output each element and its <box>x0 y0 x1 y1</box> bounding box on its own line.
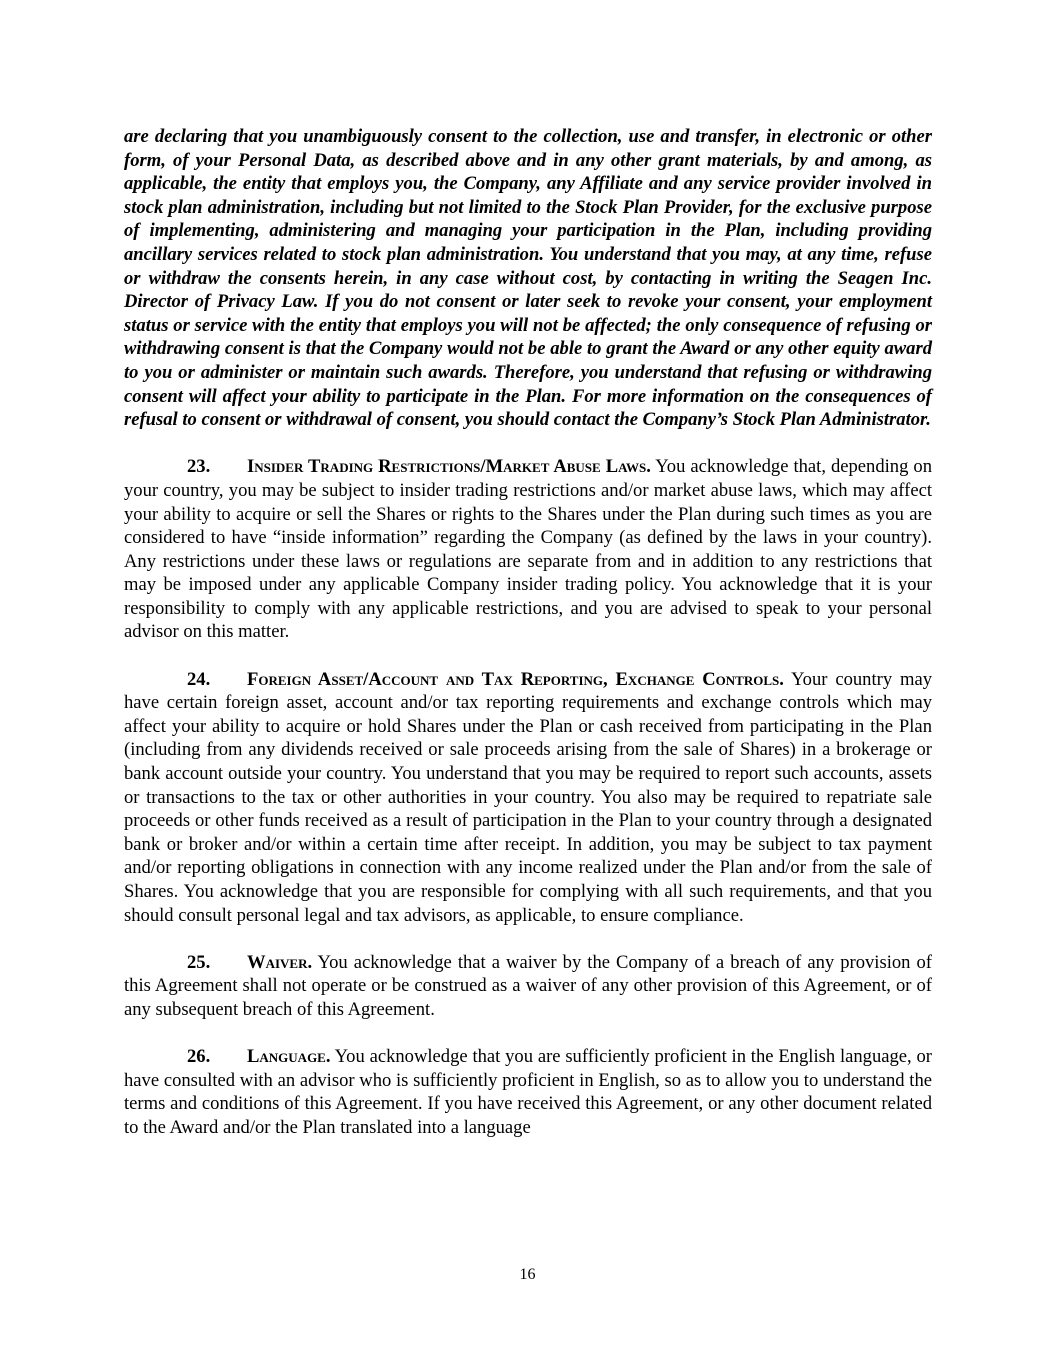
section-body: You acknowledge that a waiver by the Company of a breach of any provision of this Agreement shall not operate or be construed as a waiver of any other provision of this Agreement, or of any subsequent breach of this Agreement. <box>124 951 932 1020</box>
section-number: 23. <box>187 456 211 478</box>
section-26 <box>124 1045 932 1139</box>
section-number: 26. <box>187 1046 211 1068</box>
section-number: 25. <box>187 951 211 973</box>
section-title: Foreign Asset/Account and Tax Reporting, Exchange Controls. <box>247 668 784 690</box>
section-body: You acknowledge that, depending on your country, you may be subject to insider trading restrictions and/or market abuse laws, which may affect your ability to acquire or sell the Shares or rights to the Shares under the Plan during such times as you are considered to have “inside information” regarding the Company (as defined by the laws in your country). Any restrictions under these laws or regulations are separate from and in addition to any restrictions that may be imposed under any applicable Company insider trading policy. You acknowledge that it is your responsibility to comply with any applicable restrictions, and you are advised to speak to your personal advisor on this matter. <box>124 456 932 643</box>
section-25 <box>124 951 932 1022</box>
section-24 <box>124 668 932 928</box>
section-body: Your country may have certain foreign asset, account and/or tax reporting requirements and exchange controls which may affect your ability to acquire or hold Shares under the Plan or cash received from participating in the Plan (including from any dividends received or sale proceeds arising from the sale of Shares) in a brokerage or bank account outside your country. You understand that you may be required to report such accounts, assets or transactions to the tax or other authorities in your country. You also may be required to repatriate sale proceeds or other funds received as a result of participation in the Plan to your country through a designated bank or broker and/or within a certain time after receipt. In addition, you may be subject to tax payment and/or reporting obligations in connection with any income realized under the Plan and/or from the sale of Shares. You acknowledge that you are responsible for complying with all such requirements, and that you should consult personal legal and tax advisors, as applicable, to ensure compliance. <box>124 668 932 926</box>
section-title: Insider Trading Restrictions/Market Abuse Laws. <box>247 456 651 478</box>
page-number: 16 <box>519 1266 536 1283</box>
section-23 <box>124 455 932 644</box>
section-title: Language. <box>247 1046 331 1068</box>
section-number: 24. <box>187 668 211 690</box>
document-page <box>124 125 932 1140</box>
consent-paragraph: are declaring that you unambiguously consent to the collection, use and transfer, in electronic or other form, of your Personal Data, as described above and in any other grant materials, by and among, as applicable, the entity that employs you, the Company, any Affiliate and any service provider involved in stock plan administration, including but not limited to the Stock Plan Provider, for the exclusive purpose of implementing, administering and managing your participation in the Plan, including providing ancillary services related to stock plan administration. You understand that you may, at any time, refuse or withdraw the consents herein, in any case without cost, by contacting in writing the Seagen Inc. Director of Privacy Law. If you do not consent or later seek to revoke your consent, your employment status or service with the entity that employs you will not be affected; the only consequence of refusing or withdrawing consent is that the Company would not be able to grant the Award or any other equity award to you or administer or maintain such awards. Therefore, you understand that refusing or withdrawing consent will affect your ability to participate in the Plan. For more information on the consequences of refusal to consent or withdrawal of consent, you should contact the Company’s Stock Plan Administrator. <box>124 126 932 431</box>
section-title: Waiver. <box>247 951 313 973</box>
section-body: You acknowledge that you are sufficiently proficient in the English language, or have consulted with an advisor who is sufficiently proficient in English, so as to allow you to understand the terms and conditions of this Agreement. If you have received this Agreement, or any other document related to the Award and/or the Plan translated into a language <box>124 1046 932 1138</box>
